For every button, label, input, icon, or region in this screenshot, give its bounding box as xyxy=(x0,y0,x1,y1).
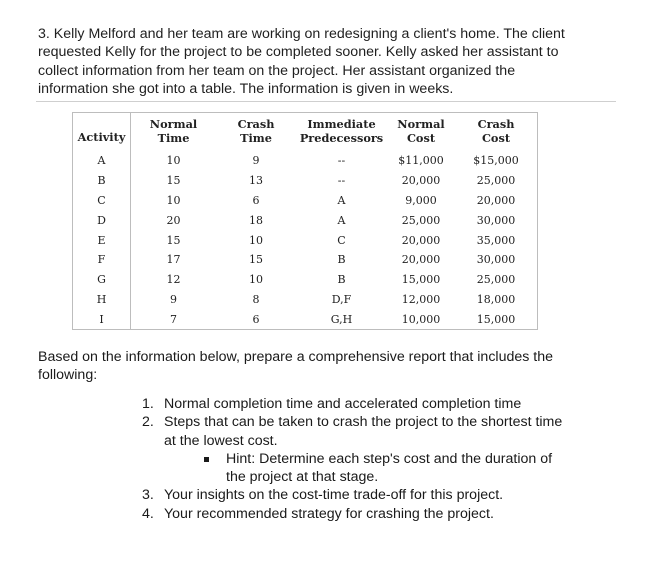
cell-predecessors: G,H xyxy=(330,312,353,326)
header-text: Cost xyxy=(481,131,511,145)
table-row xyxy=(73,191,537,211)
cell-normal-cost: 25,000 xyxy=(401,213,441,227)
header-text: Cost xyxy=(406,131,436,145)
cell-normal-time: 9 xyxy=(170,292,177,306)
header-text: Crash xyxy=(477,117,515,131)
cell-normal-cost: $11,000 xyxy=(398,154,444,168)
divider-rule xyxy=(36,101,616,102)
cell-crash-cost: 20,000 xyxy=(476,193,516,207)
list-item-text: Normal completion time and accelerated completion time xyxy=(164,396,522,412)
table-row xyxy=(73,290,537,310)
table-row xyxy=(73,171,537,191)
cell-normal-cost: 20,000 xyxy=(401,233,441,247)
hint-text: the project at that stage. xyxy=(226,469,379,486)
header-normal-cost xyxy=(387,113,455,151)
cell-activity: B xyxy=(73,171,131,191)
cell-crash-time: 9 xyxy=(252,154,260,168)
list-number: 1. xyxy=(142,396,154,412)
problem-line: 3. Kelly Melford and her team are working on redesigning a client's home. The client xyxy=(38,26,565,42)
cell-crash-time: 15 xyxy=(249,253,263,267)
cell-crash-cost: 25,000 xyxy=(476,174,516,188)
cell-activity: D xyxy=(73,210,131,230)
list-item-text: at the lowest cost. xyxy=(164,432,278,449)
cell-crash-time: 6 xyxy=(252,193,260,207)
header-text: Crash xyxy=(237,117,275,131)
list-item-text: Your recommended strategy for crashing the project. xyxy=(164,505,494,522)
cell-crash-time: 6 xyxy=(252,312,260,326)
cell-crash-cost: 18,000 xyxy=(476,292,516,306)
table-row xyxy=(73,270,537,290)
list-item xyxy=(142,413,582,450)
cell-predecessors: B xyxy=(337,253,346,267)
square-bullet-icon xyxy=(204,457,209,462)
hint-text: Hint: Determine each step's cost and the duration of xyxy=(226,450,553,467)
list-item xyxy=(142,395,582,413)
list-number: 3. xyxy=(142,487,154,504)
problem-line: information she got into a table. The information is given in weeks. xyxy=(38,80,454,97)
cell-normal-time: 15 xyxy=(166,233,181,247)
cell-normal-cost: 20,000 xyxy=(401,174,441,188)
cell-normal-time: 15 xyxy=(166,174,181,188)
cell-normal-time: 12 xyxy=(166,273,181,287)
table-row xyxy=(73,250,537,270)
table-row xyxy=(73,230,537,250)
problem-statement xyxy=(38,25,618,98)
list-number: 4. xyxy=(142,505,154,522)
table-header-row xyxy=(73,113,537,151)
cell-normal-time: 7 xyxy=(170,312,177,326)
instruction-line: following: xyxy=(38,367,98,384)
cell-normal-cost: 9,000 xyxy=(405,193,437,207)
cell-predecessors: D,F xyxy=(331,292,352,306)
cell-normal-cost: 15,000 xyxy=(401,273,441,287)
cell-crash-cost: 25,000 xyxy=(476,273,516,287)
hint-list xyxy=(142,450,582,487)
report-task-list xyxy=(142,395,582,523)
cell-crash-time: 13 xyxy=(249,174,263,188)
cell-crash-cost: 30,000 xyxy=(476,253,516,267)
cell-crash-cost: 30,000 xyxy=(476,213,516,227)
cell-activity: E xyxy=(73,230,131,250)
cell-predecessors: -- xyxy=(337,154,346,168)
cell-normal-time: 10 xyxy=(166,193,181,207)
table-row xyxy=(73,309,537,329)
cell-crash-time: 18 xyxy=(249,213,263,227)
cell-predecessors: B xyxy=(337,273,346,287)
cell-normal-cost: 20,000 xyxy=(401,253,441,267)
cell-normal-cost: 10,000 xyxy=(401,312,441,326)
cell-activity: G xyxy=(73,270,131,290)
cell-activity: C xyxy=(73,191,131,211)
cell-normal-cost: 12,000 xyxy=(401,292,441,306)
header-text: Normal xyxy=(397,117,445,131)
cell-crash-cost: 15,000 xyxy=(476,312,516,326)
header-text: Normal xyxy=(149,117,198,131)
list-item-text: Your insights on the cost-time trade-off for this project. xyxy=(164,487,504,504)
cell-normal-time: 17 xyxy=(166,253,181,267)
cell-predecessors: -- xyxy=(337,174,346,188)
header-crash-time xyxy=(216,113,296,151)
report-instructions xyxy=(38,348,598,385)
cell-predecessors: A xyxy=(337,193,346,207)
table-row xyxy=(73,151,537,171)
cell-activity: I xyxy=(73,309,131,329)
hint-container xyxy=(142,450,582,487)
cell-crash-time: 10 xyxy=(249,273,263,287)
list-number: 2. xyxy=(142,414,154,431)
cell-predecessors: C xyxy=(337,233,346,247)
cell-crash-cost: 35,000 xyxy=(476,233,516,247)
cell-crash-cost: $15,000 xyxy=(473,154,519,168)
cell-crash-time: 8 xyxy=(252,292,260,306)
cell-activity: F xyxy=(73,250,131,270)
header-normal-time xyxy=(131,113,217,151)
cell-normal-time: 20 xyxy=(166,213,181,227)
activity-table xyxy=(73,113,537,329)
header-text: Time xyxy=(157,131,190,145)
header-crash-cost xyxy=(455,113,537,151)
cell-normal-time: 10 xyxy=(166,154,181,168)
activity-table-frame xyxy=(72,112,538,330)
table-row xyxy=(73,210,537,230)
header-activity xyxy=(73,113,131,151)
problem-line: collect information from her team on the project. Her assistant organized the xyxy=(38,62,516,79)
cell-predecessors: A xyxy=(337,213,346,227)
header-activity-label: Activity xyxy=(77,130,126,144)
header-predecessors xyxy=(296,113,387,151)
cell-activity: H xyxy=(73,290,131,310)
list-item-text: Steps that can be taken to crash the project to the shortest time xyxy=(164,414,563,431)
cell-activity: A xyxy=(73,151,131,171)
list-item xyxy=(142,505,582,523)
instruction-line: Based on the information below, prepare a comprehensive report that includes the xyxy=(38,349,554,365)
list-item xyxy=(142,486,582,504)
header-text: Predecessors xyxy=(299,131,384,145)
hint-item xyxy=(142,450,556,487)
problem-line: requested Kelly for the project to be completed sooner. Kelly asked her assistant to xyxy=(38,44,559,61)
header-text: Immediate xyxy=(307,117,376,131)
cell-crash-time: 10 xyxy=(249,233,263,247)
header-text: Time xyxy=(240,131,272,145)
